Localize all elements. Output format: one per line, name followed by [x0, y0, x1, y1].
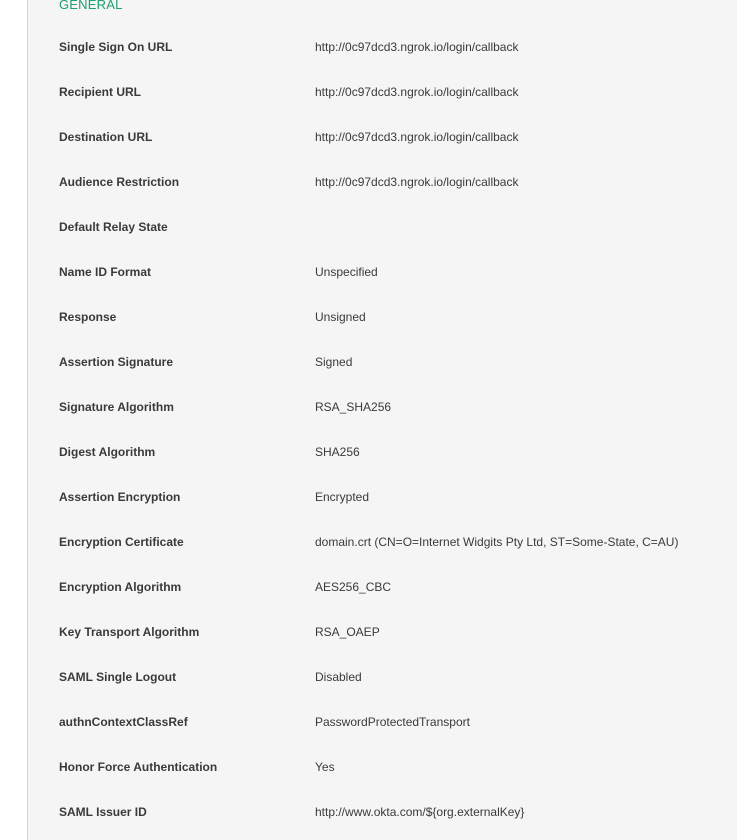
- field-value: domain.crt (CN=O=Internet Widgits Pty Ltd, ST=Some-State, C=AU): [315, 535, 679, 549]
- field-value: AES256_CBC: [315, 580, 392, 594]
- field-row-assertion-encryption: [59, 475, 737, 520]
- field-row-key-transport-algorithm: [59, 610, 737, 655]
- field-row-audience-restriction: [59, 160, 737, 205]
- field-label: Destination URL: [59, 130, 153, 144]
- field-row-signature-algorithm: [59, 385, 737, 430]
- field-label: Assertion Encryption: [59, 490, 181, 504]
- field-value: RSA_SHA256: [315, 400, 392, 414]
- field-row-response: [59, 295, 737, 340]
- field-label: Name ID Format: [59, 265, 152, 279]
- field-value: http://www.okta.com/${org.externalKey}: [315, 805, 525, 819]
- field-label: Single Sign On URL: [59, 40, 173, 54]
- field-row-destination-url: [59, 115, 737, 160]
- field-label: Encryption Certificate: [59, 535, 184, 549]
- field-label: authnContextClassRef: [59, 715, 188, 729]
- field-row-encryption-certificate: [59, 520, 737, 565]
- field-list: [59, 25, 737, 835]
- field-label: Encryption Algorithm: [59, 580, 182, 594]
- field-value: Encrypted: [315, 490, 370, 504]
- field-label: SAML Issuer ID: [59, 805, 147, 819]
- field-row-digest-algorithm: [59, 430, 737, 475]
- field-label: Assertion Signature: [59, 355, 174, 369]
- field-label: SAML Single Logout: [59, 670, 177, 684]
- field-value: http://0c97dcd3.ngrok.io/login/callback: [315, 85, 519, 99]
- field-row-assertion-signature: [59, 340, 737, 385]
- field-value: Disabled: [315, 670, 362, 684]
- field-row-recipient-url: [59, 70, 737, 115]
- field-row-single-sign-on-url: [59, 25, 737, 70]
- field-value: Signed: [315, 355, 353, 369]
- field-label: Honor Force Authentication: [59, 760, 218, 774]
- field-label: Digest Algorithm: [59, 445, 156, 459]
- field-label: Default Relay State: [59, 220, 168, 234]
- field-row-encryption-algorithm: [59, 565, 737, 610]
- field-label: Signature Algorithm: [59, 400, 174, 414]
- field-row-saml-issuer-id: [59, 790, 737, 835]
- section-title: GENERAL: [59, 0, 123, 12]
- field-label: Response: [59, 310, 117, 324]
- field-row-name-id-format: [59, 250, 737, 295]
- field-row-authn-context-class-ref: [59, 700, 737, 745]
- field-label: Key Transport Algorithm: [59, 625, 200, 639]
- field-label: Recipient URL: [59, 85, 142, 99]
- field-value: http://0c97dcd3.ngrok.io/login/callback: [315, 130, 519, 144]
- field-label: Audience Restriction: [59, 175, 180, 189]
- field-value: PasswordProtectedTransport: [315, 715, 470, 729]
- field-value: http://0c97dcd3.ngrok.io/login/callback: [315, 175, 519, 189]
- field-row-saml-single-logout: [59, 655, 737, 700]
- field-value: Unsigned: [315, 310, 366, 324]
- field-value: Yes: [315, 760, 335, 774]
- field-value: Unspecified: [315, 265, 378, 279]
- field-row-honor-force-authentication: [59, 745, 737, 790]
- field-value: SHA256: [315, 445, 360, 459]
- field-value: RSA_OAEP: [315, 625, 380, 639]
- settings-panel: [27, 0, 737, 840]
- field-row-default-relay-state: [59, 205, 737, 250]
- field-value: http://0c97dcd3.ngrok.io/login/callback: [315, 40, 519, 54]
